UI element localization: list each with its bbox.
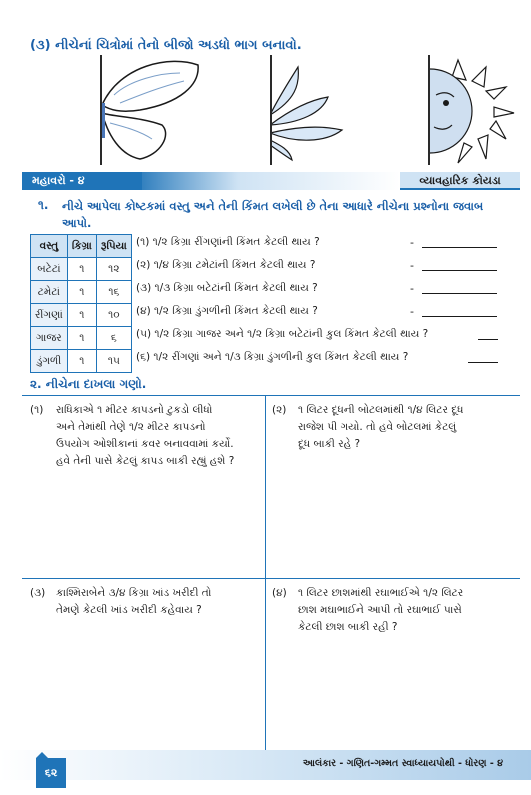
- table-cell: ૧૬: [96, 281, 131, 304]
- problem-number: (૪): [272, 587, 287, 599]
- table-row: [31, 258, 132, 281]
- exercise-label: મહાવરો - ૪: [22, 172, 142, 190]
- answer-line: [422, 259, 497, 271]
- problem-line: કાશ્મિરાબેને ૩/૪ કિગ્રા ખાંડ ખરીદી તો: [56, 587, 212, 599]
- answer-dash: -: [410, 236, 414, 249]
- problem-text: [298, 585, 463, 636]
- answer-dash: -: [410, 305, 414, 318]
- question-2-heading: ૨. નીચેના દાખલા ગણો.: [30, 377, 147, 391]
- problem-line: તેમણે કેટલી ખાંડ ખરીદી કહેવાય ?: [56, 604, 202, 616]
- problem-number: (૨): [272, 404, 287, 416]
- table-row: [31, 281, 132, 304]
- lotus-half-picture: [270, 55, 360, 165]
- table-cell: ટમેટાં: [31, 281, 68, 304]
- price-table: [30, 234, 132, 373]
- table-cell: ૧: [67, 281, 96, 304]
- table-header: રૂપિયા: [96, 235, 131, 258]
- problem-4: [272, 585, 517, 645]
- table-row: [31, 327, 132, 350]
- butterfly-half-picture: [100, 55, 210, 165]
- table-cell: બટેટાં: [31, 258, 68, 281]
- table-cell: ૬: [96, 327, 131, 350]
- sub-question-4: (૪) ૧/૨ કિગ્રા ડુંગળીની કિંમત કેટલી થાય ?: [136, 305, 318, 317]
- table-row: [31, 304, 132, 327]
- problem-number: (૧): [30, 404, 44, 416]
- exercise-band: [22, 172, 520, 190]
- grid-rule-top: [22, 395, 520, 396]
- problem-line: હવે તેની પાસે કેટલું કાપડ બાકી રહ્યું હશે ?: [56, 455, 235, 467]
- sub-question-6: (૬) ૧/૨ રીંગણાં અને ૧/૩ કિગ્રા ડુંગળીની કુલ કિંમત કેટલી થાય ?: [136, 351, 409, 363]
- sub-question-2: (૨) ૧/૪ કિગ્રા ટમેટાંની કિંમત કેટલી થાય ?: [136, 259, 316, 271]
- table-cell: ૧૨: [96, 258, 131, 281]
- page-number: ૬૨: [36, 758, 66, 788]
- problem-line: રાજેશ પી ગયો. તો હવે બોટલમાં કેટલું: [298, 421, 457, 433]
- table-cell: રીંગણાં: [31, 304, 68, 327]
- problem-3: [30, 585, 262, 645]
- problem-line: દૂધ બાકી રહે ?: [298, 438, 361, 450]
- table-row: [31, 350, 132, 373]
- table-cell: ૧: [67, 327, 96, 350]
- problem-text: [56, 585, 211, 619]
- problem-line: છાશ મઘાભાઈને આપી તો રઘાભાઈ પાસે: [298, 604, 462, 616]
- footer-title: આલંકાર - ગણિત-ગમ્મત સ્વાધ્યાયપોથી - ધોરણ - ૪: [302, 758, 503, 769]
- problem-1: [30, 402, 262, 482]
- table-cell: ૧: [67, 304, 96, 327]
- problem-line: અને તેમાંથી તેણે ૧/૨ મીટર કાપડનો: [56, 421, 206, 433]
- answer-line: [422, 305, 497, 317]
- question-1-number: ૧.: [38, 198, 49, 212]
- exercise-topic: વ્યાવહારિક કોયડા: [400, 172, 520, 190]
- table-cell: ગાજર: [31, 327, 68, 350]
- problem-text: [56, 402, 234, 470]
- sub-question-3: (૩) ૧/૩ કિગ્રા બટેટાંની કિંમત કેટલી થાય ?: [136, 282, 318, 294]
- section-3-heading: (૩) નીચેનાં ચિત્રોમાં તેનો બીજો અડધો ભાગ બનાવો.: [30, 38, 302, 53]
- problem-line: ૧ લિટર છાશમાંથી રઘાભાઈએ ૧/૨ લિટર: [298, 587, 464, 599]
- problem-line: કેટલી છાશ બાકી રહી ?: [298, 621, 398, 633]
- answer-dash: -: [410, 282, 414, 295]
- sub-question-1: (૧) ૧/૨ કિગ્રા રીંગણાંની કિંમત કેટલી થાય ?: [136, 236, 320, 248]
- table-cell: ૧: [67, 258, 96, 281]
- sub-question-5: (૫) ૧/૨ કિગ્રા ગાજર અને ૧/૨ કિગ્રા બટેટાંની કુલ કિંમત કેટલી થાય ?: [136, 328, 429, 340]
- answer-line: [478, 328, 498, 340]
- table-cell: ૧: [67, 350, 96, 373]
- grid-divider: [265, 395, 266, 750]
- answer-line: [422, 236, 497, 248]
- sun-half-picture: [428, 55, 518, 165]
- problem-number: (૩): [30, 587, 46, 599]
- symmetry-line-sun: [428, 55, 430, 165]
- table-cell: ડુંગળી: [31, 350, 68, 373]
- table-header: વસ્તુ: [31, 235, 68, 258]
- question-1-text: નીચે આપેલા કોષ્ટકમાં વસ્તુ અને તેની કિંમત લખેલી છે તેના આધારે નીચેના પ્રશ્નોના જવાબ આપો.: [62, 199, 484, 230]
- table-header: કિગ્રા: [67, 235, 96, 258]
- band-gradient: [130, 172, 400, 190]
- problem-line: ૧ લિટર દૂધની બોટલમાંથી ૧/૪ લિટર દૂધ: [298, 404, 464, 416]
- table-header-row: [31, 235, 132, 258]
- grid-rule-middle: [22, 578, 520, 579]
- answer-dash: -: [410, 259, 414, 272]
- symmetry-line-butterfly: [100, 55, 102, 165]
- problem-text: [298, 402, 463, 453]
- problem-2: [272, 402, 517, 482]
- problem-line: રાધિકાએ ૧ મીટર કાપડનો ટુકડો લીધો: [56, 404, 213, 416]
- problem-line: ઉપયોગ ઓશીકાનાં કવર બનાવવામાં કર્યો.: [56, 438, 234, 450]
- symmetry-line-lotus: [270, 55, 272, 165]
- answer-line: [422, 282, 497, 294]
- table-cell: ૧૦: [96, 304, 131, 327]
- table-cell: ૧૫: [96, 350, 131, 373]
- answer-line: [468, 351, 498, 363]
